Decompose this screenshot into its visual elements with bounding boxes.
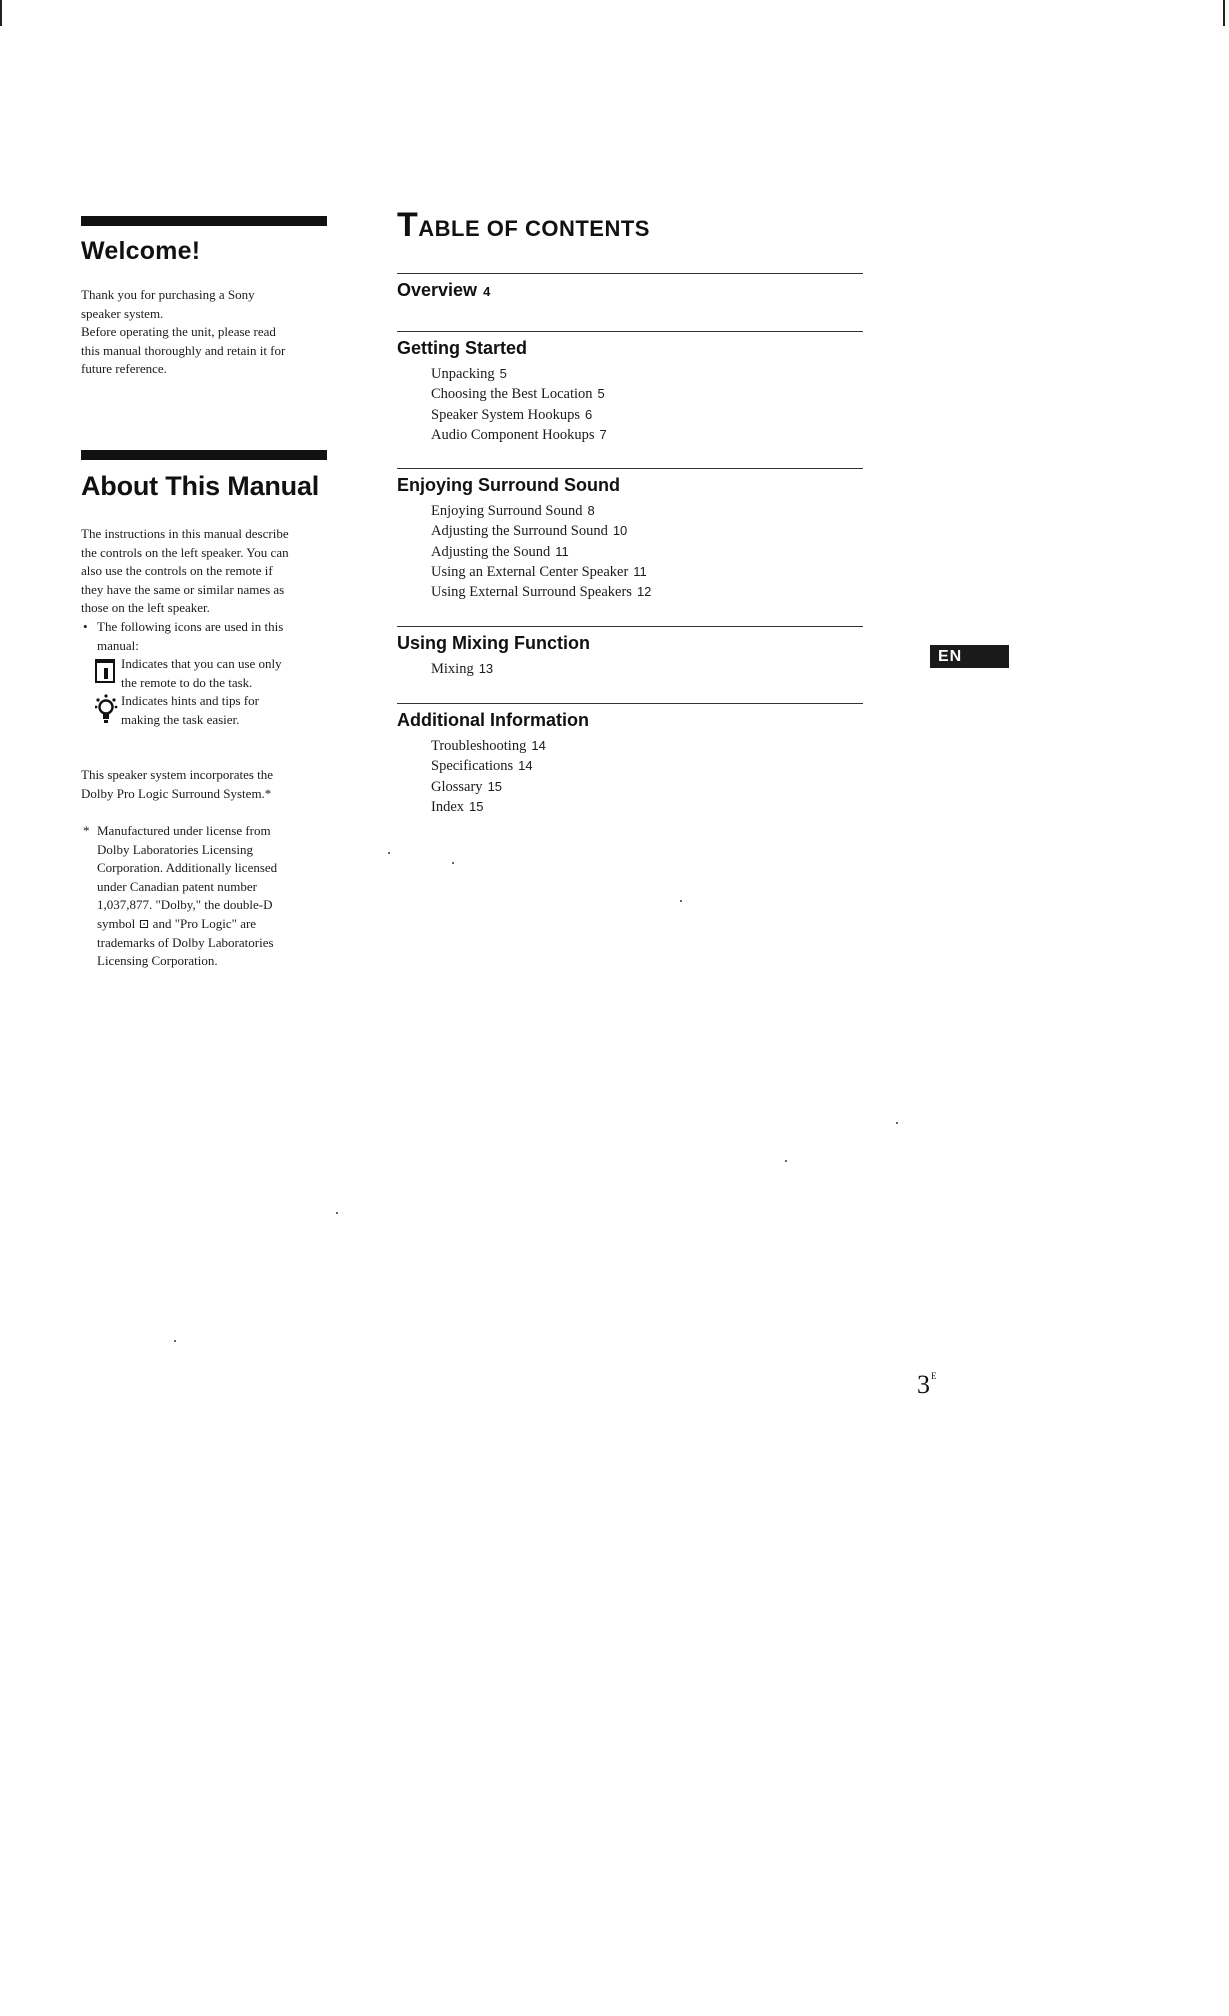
toc-item[interactable]: Adjusting the Surround Sound 10 — [431, 523, 628, 540]
toc-title: TABLE OF CONTENTS — [397, 206, 650, 244]
toc-item[interactable]: Speaker System Hookups 6 — [431, 406, 593, 423]
scan-speck — [336, 1212, 338, 1214]
scan-speck — [452, 862, 454, 864]
toc-items — [397, 364, 863, 445]
toc-item[interactable]: Choosing the Best Location 5 — [431, 386, 605, 403]
welcome-text: Thank you for purchasing a Sony speaker system. Before operating the unit, please read this manual thoroughly and retain it for future reference. — [81, 287, 286, 377]
about-title: About This Manual — [81, 471, 320, 501]
about-section — [81, 450, 333, 730]
toc-item[interactable]: Index 15 — [431, 798, 484, 815]
toc-section-title[interactable]: Additional Information — [397, 710, 589, 730]
table-of-contents — [397, 206, 863, 815]
toc-item[interactable]: Enjoying Surround Sound 8 — [431, 503, 595, 519]
edge-mark-right — [1223, 0, 1225, 26]
toc-item[interactable]: Using External Surround Speakers 12 — [431, 584, 652, 601]
toc-items — [397, 501, 863, 602]
toc-rule — [397, 703, 863, 704]
remote-icon-row: Indicates that you can use only the remote to do the task. — [95, 655, 333, 692]
welcome-bar — [81, 216, 327, 226]
toc-items — [397, 736, 863, 817]
toc-item[interactable]: Specifications 14 — [431, 758, 533, 775]
page-number: $3^E$ — [917, 1370, 937, 1399]
toc-section-enjoying-surround — [397, 468, 863, 602]
toc-section-title[interactable]: Getting Started — [397, 338, 528, 358]
footnote-mark: * — [83, 823, 90, 838]
about-intro: The instructions in this manual describe the controls on the left speaker. You can also use the controls on the remote if they have the same or similar names as those on the left speaker. — [81, 526, 289, 616]
toc-section-additional-info — [397, 703, 863, 817]
toc-section-title[interactable]: Overview 4 — [397, 280, 491, 300]
toc-rule — [397, 331, 863, 332]
scan-speck — [680, 900, 682, 902]
about-bar — [81, 450, 327, 460]
toc-item[interactable]: Using an External Center Speaker 11 — [431, 563, 647, 580]
toc-section-mixing — [397, 626, 863, 679]
welcome-section — [81, 216, 333, 379]
tips-icon — [95, 692, 119, 726]
toc-rule — [397, 468, 863, 469]
toc-rule — [397, 273, 863, 274]
toc-section-overview — [397, 273, 863, 301]
toc-item[interactable]: Unpacking 5 — [431, 366, 507, 382]
scan-speck — [388, 852, 390, 854]
language-badge: EN — [930, 645, 1009, 668]
dolby-text: This speaker system incorporates the Dolby Pro Logic Surround System.* — [81, 767, 274, 801]
toc-items — [397, 659, 863, 679]
toc-section-title[interactable]: Enjoying Surround Sound — [397, 475, 620, 495]
toc-section-page: 4 — [483, 284, 491, 299]
toc-item[interactable]: Adjusting the Sound 11 — [431, 543, 569, 560]
scan-speck — [785, 1160, 787, 1162]
icons-bullet: • The following icons are used in this manual: — [81, 618, 333, 655]
toc-item[interactable]: Audio Component Hookups 7 — [431, 426, 607, 443]
remote-icon — [95, 659, 115, 683]
toc-section-title[interactable]: Using Mixing Function — [397, 633, 590, 653]
welcome-title: Welcome! — [81, 237, 201, 265]
scan-speck — [896, 1122, 898, 1124]
edge-mark-left — [0, 0, 2, 26]
toc-item[interactable]: Troubleshooting 14 — [431, 738, 546, 754]
dolby-footnote: * Manufactured under license from Dolby Laboratories Licensing Corporation. Additionally licensed under Canadian patent number 1,037,877. "Dolby," the double-D symbol ⊡ and "Pro Logic" are trademarks of Dolby Laboratories Licensing Corporation. — [81, 822, 321, 971]
scan-speck — [174, 1340, 176, 1342]
toc-item[interactable]: Glossary 15 — [431, 778, 503, 795]
toc-section-getting-started — [397, 331, 863, 445]
bullet-dot: • — [83, 618, 88, 634]
tips-icon-row: Indicates hints and tips for making the task easier. — [95, 692, 333, 729]
toc-rule — [397, 626, 863, 627]
toc-item[interactable]: Mixing 13 — [431, 661, 494, 677]
